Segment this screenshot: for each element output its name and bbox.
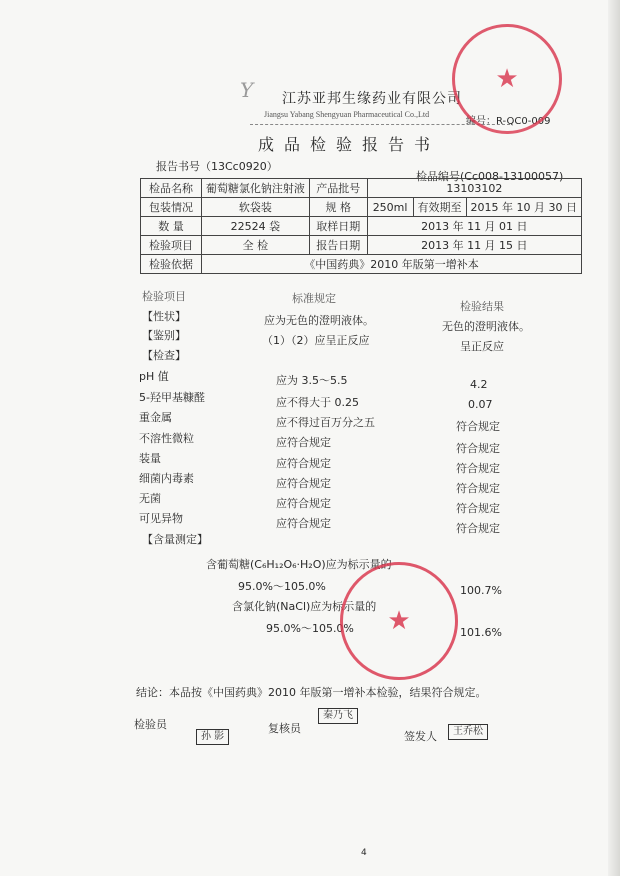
row-result: 符合规定: [456, 502, 500, 515]
item-value: 全 检: [201, 236, 309, 255]
sample-date-value: 2013 年 11 月 01 日: [367, 217, 581, 236]
package-label: 包装情况: [141, 198, 202, 217]
inspection-number: 检品编号(Cc008-13100057): [416, 170, 564, 183]
report-date-value: 2013 年 11 月 15 日: [367, 236, 581, 255]
row-item: pH 值: [139, 370, 169, 383]
reviewer-signature: 秦乃飞: [318, 708, 358, 724]
row-item: 5-羟甲基糠醛: [139, 391, 205, 404]
star-icon: ★: [387, 606, 411, 636]
row-result: 符合规定: [456, 420, 500, 433]
col-item-header: 检验项目: [142, 290, 186, 303]
info-table: [140, 178, 582, 274]
conclusion: 结论：本品按《中国药典》2010 年版第一增补本检验，结果符合规定。: [136, 686, 487, 699]
row-item: 无菌: [139, 492, 161, 505]
row-item: 不溶性微粒: [139, 432, 194, 445]
quantity-label: 数 量: [141, 217, 202, 236]
row-item: 可见异物: [139, 512, 183, 525]
page-title: 成品检验报告书: [258, 135, 441, 154]
batch-value: 13103102: [367, 179, 581, 198]
star-icon: ★: [495, 64, 519, 94]
quantity-value: 22524 袋: [201, 217, 309, 236]
nacl-standard: 含氯化钠(NaCl)应为标示量的: [232, 600, 377, 613]
expiry-value: 2015 年 10 月 30 日: [466, 198, 581, 217]
basis-label: 检验依据: [141, 255, 202, 274]
nacl-range: 95.0%～105.0%: [266, 622, 354, 635]
name-label: 检品名称: [141, 179, 202, 198]
name-value: 葡萄糖氯化钠注射液: [201, 179, 309, 198]
header-rule: [250, 124, 510, 125]
row-item: 【性状】: [142, 310, 186, 323]
inspector-label: 检验员: [134, 718, 167, 731]
row-standard: 应符合规定: [276, 517, 331, 530]
page-number: 4: [361, 848, 367, 858]
company-name-en: Jiangsu Yabang Shengyuan Pharmaceutical Co.,Ltd: [264, 110, 430, 119]
row-item: 【鉴别】: [142, 329, 186, 342]
row-item: 细菌内毒素: [139, 472, 194, 485]
reviewer-label: 复核员: [268, 722, 301, 735]
row-item: 重金属: [139, 411, 172, 424]
company-name: 江苏亚邦生缘药业有限公司: [282, 91, 462, 107]
inspector-signature: 孙 影: [196, 729, 229, 745]
row-result: 呈正反应: [460, 340, 504, 353]
report-number: 报告书号（13Cc0920）: [156, 160, 278, 173]
row-standard: 应为 3.5～5.5: [276, 374, 348, 387]
row-result: 4.2: [470, 378, 488, 391]
company-logo-icon: Y: [240, 78, 254, 102]
distributor-seal: [340, 562, 458, 680]
row-standard: 应不得大于 0.25: [276, 396, 359, 409]
row-item: 【检查】: [142, 349, 186, 362]
row-standard: 应符合规定: [276, 457, 331, 470]
issuer-signature: 王乔松: [448, 724, 488, 740]
row-result: 0.07: [468, 398, 493, 411]
row-standard: 应符合规定: [276, 497, 331, 510]
row-standard: （1）（2）应呈正反应: [262, 334, 370, 347]
doc-code: 编号：R-QC0-009: [466, 116, 551, 127]
item-label: 检验项目: [141, 236, 202, 255]
spec-value: 250ml: [367, 198, 413, 217]
sample-date-label: 取样日期: [309, 217, 367, 236]
package-value: 软袋装: [201, 198, 309, 217]
expiry-label: 有效期至: [413, 198, 466, 217]
row-result: 无色的澄明液体。: [442, 320, 530, 333]
row-result: 符合规定: [456, 442, 500, 455]
nacl-result: 101.6%: [460, 626, 502, 639]
basis-value: 《中国药典》2010 年版第一增补本: [201, 255, 581, 274]
row-standard: 应符合规定: [276, 477, 331, 490]
row-result: 符合规定: [456, 462, 500, 475]
col-result-header: 检验结果: [460, 300, 504, 313]
issuer-label: 签发人: [404, 730, 437, 743]
glucose-standard: 含葡萄糖(C₆H₁₂O₆·H₂O)应为标示量的: [206, 558, 392, 571]
glucose-range: 95.0%～105.0%: [238, 580, 326, 593]
row-item: 【含量测定】: [142, 533, 208, 546]
row-standard: 应为无色的澄明液体。: [264, 314, 374, 327]
row-standard: 应符合规定: [276, 436, 331, 449]
row-standard: 应不得过百万分之五: [276, 416, 375, 429]
row-result: 符合规定: [456, 522, 500, 535]
glucose-result: 100.7%: [460, 584, 502, 597]
row-result: 符合规定: [456, 482, 500, 495]
company-seal-top: [452, 24, 562, 134]
col-standard-header: 标准规定: [292, 292, 336, 305]
batch-label: 产品批号: [309, 179, 367, 198]
row-item: 装量: [139, 452, 161, 465]
scan-border: [608, 0, 620, 876]
spec-label: 规 格: [309, 198, 367, 217]
report-date-label: 报告日期: [309, 236, 367, 255]
